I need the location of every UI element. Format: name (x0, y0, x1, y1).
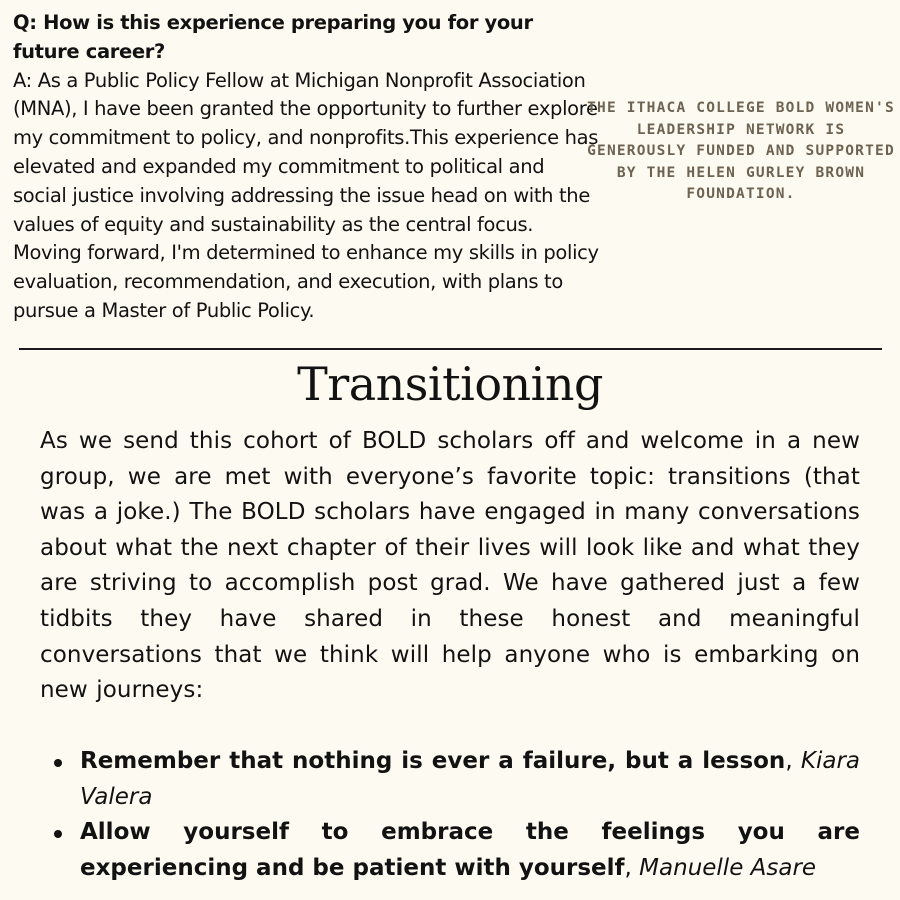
tip-author: Kiara Valera (80, 748, 861, 810)
tip-author: Manuelle Asare (639, 854, 817, 881)
bullet-icon (54, 759, 62, 767)
qa-block (13, 9, 603, 326)
section-divider (19, 348, 882, 350)
intro-paragraph: As we send this cohort of BOLD scholars off and welcome in a new group, we are met with everyone’s favorite topic: transitions (that was a joke.) The BOLD scholars have engaged in many conversations about what the next chapter of their lives will look like and what they are striving to accomplish post grad. We have gathered just a few tidbits they have shared in these honest and meaningful conversations that we think will help anyone who is embarking on new journeys: (40, 428, 860, 704)
tip-separator: , (785, 748, 801, 774)
list-item (80, 744, 860, 815)
bullet-icon (54, 830, 62, 838)
tip-separator: , (624, 854, 640, 881)
answer-text: A: As a Public Policy Fellow at Michigan Nonprofit Association (MNA), I have been granted the opportunity to further explore my commitment to policy, and nonprofits.This experience has elevated and expanded my commitment to political and social justice involving addressing the issue head on with the values of equity and sustainability as the central focus. Moving forward, I'm determined to enhance my skills in policy evaluation, recommendation, and execution, with plans to pursue a Master of Public Policy. (13, 68, 599, 322)
tips-list (40, 744, 860, 886)
section-title: Transitioning (297, 357, 603, 411)
tip-text: Remember that nothing is ever a failure, but a lesson (80, 748, 786, 774)
sponsor-note: THE ITHACA COLLEGE BOLD WOMEN'S LEADERSHIP NETWORK IS GENEROUSLY FUNDED AND SUPPORTED BY THE HELEN GURLEY BROWN FOUNDATION. (587, 100, 895, 203)
question-text: Q: How is this experience preparing you for your future career? (13, 11, 533, 63)
tip-text: Allow yourself to embrace the feelings you are experiencing and be patient with yourself (80, 819, 860, 881)
list-item (80, 815, 860, 886)
